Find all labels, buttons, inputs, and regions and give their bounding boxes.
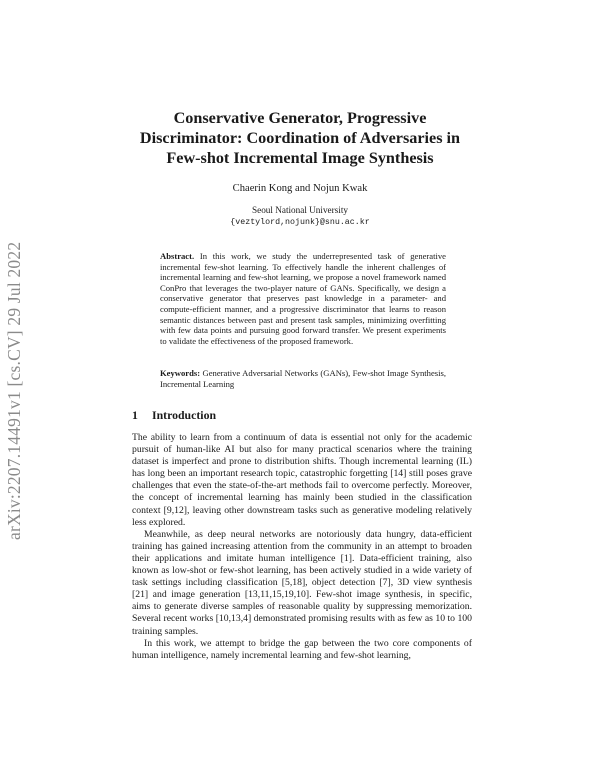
- keywords-label: Keywords:: [160, 368, 201, 378]
- author-emails: {veztylord,nojunk}@snu.ac.kr: [230, 217, 370, 227]
- arxiv-identifier-stamp: arXiv:2207.14491v1 [cs.CV] 29 Jul 2022: [4, 241, 24, 540]
- section-heading: [132, 408, 216, 423]
- title-line-2: Discriminator: Coordination of Adversaries in: [139, 129, 461, 147]
- paper-title: [100, 108, 500, 168]
- paragraph: Meanwhile, as deep neural networks are notoriously data hungry, data-efficient training has gained increasing attention from the community in an attempt to broaden their applications and imitate human intelligence [1]. Data-efficient training, also known as low-shot or few-shot learning, has been actively studied in a wide variety of task settings including classification [5,18], object detection [7], 3D view synthesis [21] and image generation [13,11,15,19,10]. Few-shot image synthesis, in specific, aims to generate diverse samples of reasonable quality by suppressing memorization. Several recent works [10,13,4] demonstrated promising results with as few as 10 to 100 training samples.: [132, 528, 472, 637]
- abstract: [160, 251, 446, 346]
- introduction-body: [132, 432, 472, 662]
- author-list: Chaerin Kong and Nojun Kwak: [232, 183, 368, 194]
- abstract-label: Abstract.: [160, 251, 195, 261]
- paragraph: The ability to learn from a continuum of data is essential not only for the academic pursuit of human-like AI but also for many practical scenarios where the training dataset is imperfect and prone to distribution shifts. Though incremental learning (IL) has long been an important research topic, catastrophic forgetting [14] still poses grave challenges that even the state-of-the-art methods fail to overcome perfectly. Moreover, the concept of incremental learning has mainly been studied in the classification context [9,12], leaving other downstream tasks such as generative modeling relatively less explored.: [132, 432, 472, 528]
- institution: Seoul National University: [252, 205, 348, 215]
- keywords-text: Generative Adversarial Networks (GANs), Few-shot Image Synthesis, Incremental Learning: [160, 368, 446, 389]
- section-number: 1: [132, 408, 138, 422]
- keywords: [160, 368, 446, 389]
- paragraph: In this work, we attempt to bridge the gap between the two core components of human intelligence, namely incremental learning and few-shot learning,: [132, 637, 472, 661]
- title-line-3: Few-shot Incremental Image Synthesis: [166, 149, 434, 167]
- section-title: Introduction: [152, 408, 217, 422]
- affiliation: [100, 205, 500, 228]
- title-line-1: Conservative Generator, Progressive: [173, 109, 427, 127]
- abstract-text: In this work, we study the underrepresented task of generative incremental few-shot learning. To effectively handle the inherent challenges of incremental learning and few-shot learning, we propose a novel framework named ConPro that leverages the two-player nature of GANs. Specifically, we design a conservative generator that preserves past knowledge in a parameter- and compute-efficient manner, and a progressive discriminator that learns to reason semantic distances between past and present task samples, minimizing overfitting with few data points and pursuing good forward transfer. We present experiments to validate the effectiveness of the proposed framework.: [160, 251, 446, 346]
